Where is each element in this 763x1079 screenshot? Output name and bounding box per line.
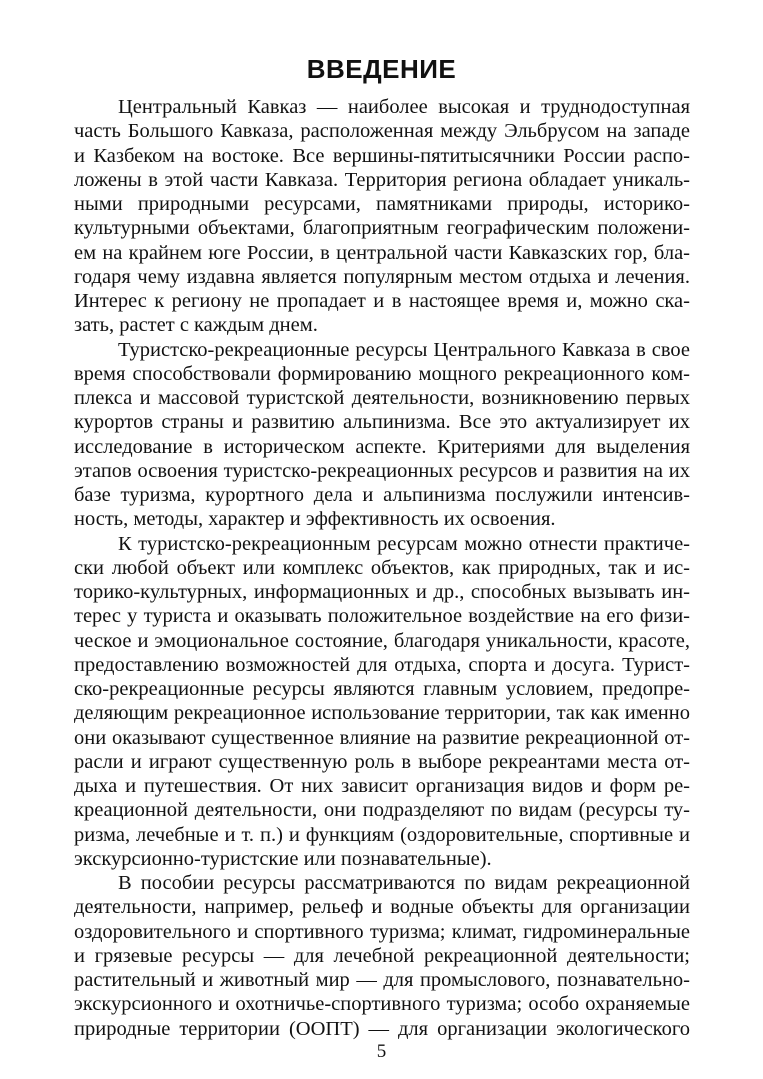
paragraph bbox=[74, 871, 690, 1041]
text-line: ческое и эмоциональное состояние, благодаря уникальности, красоте, bbox=[74, 629, 690, 652]
text-line: ризма, лечебные и т. п.) и функциям (оздоровительные, спортивные и bbox=[74, 823, 690, 846]
text-line: зать, растет с каждым днем. bbox=[74, 314, 318, 337]
paragraph bbox=[74, 95, 690, 338]
text-line: предоставлению возможностей для отдыха, спорта и досуга. Турист- bbox=[74, 653, 690, 676]
text-line: курортов страны и развитию альпинизма. Все это актуализирует их bbox=[74, 411, 690, 434]
text-line: ско-рекреационные ресурсы являются главным условием, предопре- bbox=[74, 678, 690, 700]
text-line: часть Большого Кавказа, расположенная между Эльбрусом на западе bbox=[74, 120, 690, 143]
body-text bbox=[74, 95, 690, 1041]
text-line: ными природными ресурсами, памятниками природы, историко- bbox=[74, 193, 690, 215]
text-line: годаря чему издавна является популярным местом отдыха и лечения. bbox=[74, 265, 690, 288]
text-line: базе туризма, курортного дела и альпинизма послужили интенсив- bbox=[74, 484, 690, 506]
text-line: терес у туриста и оказывать положительное воздействие на его физи- bbox=[74, 605, 690, 628]
text-line: культурными объектами, благоприятным географическим положени- bbox=[74, 217, 690, 240]
text-line: плекса и массовой туристской деятельности, возникновению первых bbox=[74, 387, 690, 409]
text-line: ски любой объект или комплекс объектов, как природных, так и ис- bbox=[74, 556, 690, 579]
text-line: экскурсионно-туристские или познавательные). bbox=[74, 847, 492, 870]
paragraph bbox=[74, 338, 690, 532]
text-line: оздоровительного и спортивного туризма; климат, гидроминеральные bbox=[74, 920, 690, 943]
page-number: 5 bbox=[376, 1041, 387, 1062]
text-line: В пособии ресурсы рассматриваются по видам рекреационной bbox=[118, 872, 690, 894]
paragraph bbox=[74, 532, 690, 872]
text-line: Интерес к региону не пропадает и в настоящее время и, можно ска- bbox=[74, 290, 690, 312]
text-line: ем на крайнем юге России, в центральной части Кавказских гор, бла- bbox=[74, 241, 690, 264]
text-line: К туристско-рекреационным ресурсам можно отнести практиче- bbox=[118, 532, 690, 555]
text-line: этапов освоения туристско-рекреационных ресурсов и развития на их bbox=[74, 459, 690, 482]
text-line: и грязевые ресурсы — для лечебной рекреационной деятельности; bbox=[74, 944, 690, 967]
text-line: креационной деятельности, они подразделяют по видам (ресурсы ту- bbox=[74, 799, 690, 822]
text-line: они оказывают существенное влияние на развитие рекреационной от- bbox=[74, 726, 690, 749]
text-line: ность, методы, характер и эффективность их освоения. bbox=[74, 508, 556, 531]
text-line: время способствовали формированию мощного рекреационного ком- bbox=[74, 362, 690, 385]
text-line: торико-культурных, информационных и др., способных вызывать ин- bbox=[74, 581, 690, 603]
text-line: деятельности, например, рельеф и водные объекты для организации bbox=[74, 896, 690, 919]
text-line: природные территории (ООПТ) — для организации экологического bbox=[74, 1017, 690, 1040]
text-line: деляющим рекреационное использование территории, так как именно bbox=[74, 702, 690, 725]
text-line: ложены в этой части Кавказа. Территория региона обладает уникаль- bbox=[74, 168, 690, 191]
text-line: Туристско-рекреационные ресурсы Центрального Кавказа в свое bbox=[118, 338, 690, 361]
text-line: расли и играют существенную роль в выборе рекреантами места от- bbox=[74, 750, 690, 773]
text-line: и Казбеком на востоке. Все вершины-пятитысячники России распо- bbox=[74, 144, 690, 167]
text-line: дыха и путешествия. От них зависит организация видов и форм ре- bbox=[74, 775, 690, 797]
text-line: Центральный Кавказ — наиболее высокая и труднодоступная bbox=[118, 96, 690, 118]
text-line: экскурсионного и охотничье-спортивного туризма; особо охраняемые bbox=[74, 993, 690, 1016]
text-line: растительный и животный мир — для промыслового, познавательно- bbox=[74, 969, 690, 991]
text-line: исследование в историческом аспекте. Критериями для выделения bbox=[74, 435, 690, 458]
page-title: ВВЕДЕНИЕ bbox=[306, 54, 457, 84]
